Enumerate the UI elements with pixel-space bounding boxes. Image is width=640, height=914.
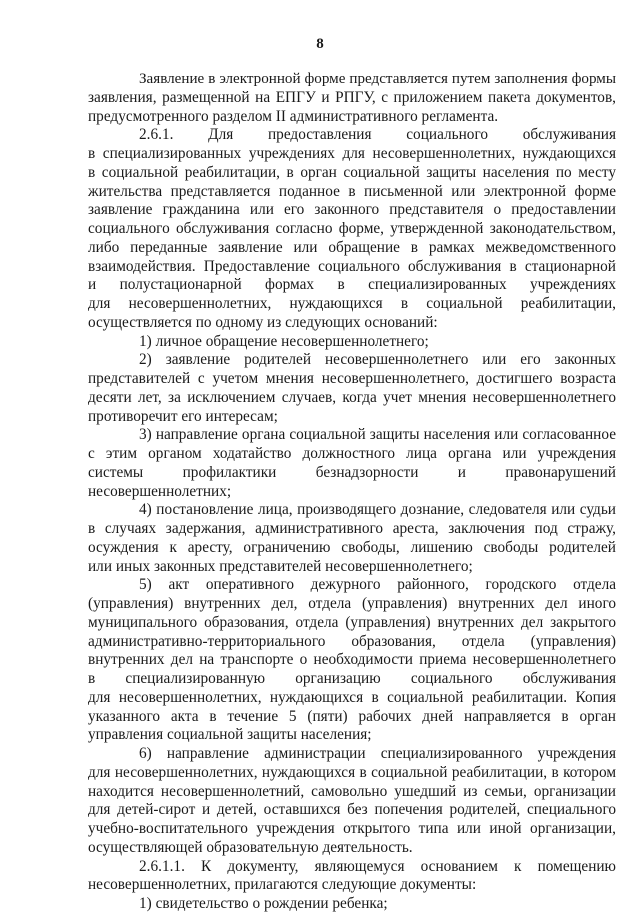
text-line: 2) заявление родителей несовершеннолетнего или его законных xyxy=(139,351,616,369)
text-line: в специализированных учреждениях для несовершеннолетних, нуждающихся xyxy=(88,145,616,162)
text-line: для несовершеннолетних, нуждающихся в социальной реабилитации, xyxy=(88,295,616,312)
text-line: 1) личное обращение несовершеннолетнего; xyxy=(139,332,429,350)
text-line: 2.6.1. Для предоставления социального обслуживания xyxy=(139,126,616,144)
text-line: осуждения к аресту, ограничению свободы, лишению свободы родителей xyxy=(88,538,616,556)
text-line: в случаях задержания, административного ареста, заключения под стражу, xyxy=(88,520,616,537)
text-line: противоречит его интересам; xyxy=(88,407,278,425)
text-line: 2.6.1.1. К документу, являющемуся основанием к помещению xyxy=(139,857,616,875)
text-line: Заявление в электронной форме представляется путем заполнения формы xyxy=(139,71,616,87)
text-line: 5) акт оперативного дежурного районного, городского отдела xyxy=(139,576,616,594)
text-line: предусмотренного разделом II административного регламента. xyxy=(88,107,499,125)
text-line: либо переданные заявление или обращение в рамках межведомственного xyxy=(88,238,616,256)
text-line: муниципального образования, отдела (управления) внутренних дел закрытого xyxy=(88,613,616,631)
text-line: десяти лет, за исключением случаев, когда учет мнения несовершеннолетнего xyxy=(88,388,616,406)
text-line: заявления, размещенной на ЕПГУ и РПГУ, с приложением пакета документов, xyxy=(88,88,616,106)
page-number: 8 xyxy=(316,36,324,52)
text-line: находится несовершеннолетний, самовольно ушедший из семьи, организации xyxy=(88,782,616,800)
text-line: или иных законных представителей несовершеннолетнего; xyxy=(88,557,473,575)
text-line: 6) направление администрации специализированного учреждения xyxy=(139,745,616,762)
text-line: административно-территориального образования, отдела (управления) xyxy=(88,632,616,650)
text-line: учебно-воспитательного учреждения открытого типа или иной организации, xyxy=(88,820,616,837)
text-line: взаимодействия. Предоставление социального обслуживания в стационарной xyxy=(88,257,616,275)
text-line: 4) постановление лица, производящего дознание, следователя или судьи xyxy=(139,501,616,519)
text-line: представителей с учетом мнения несовершеннолетнего, достигшего возраста xyxy=(88,370,616,387)
text-line: для несовершеннолетних, нуждающихся в социальной реабилитации, в котором xyxy=(88,763,616,781)
text-line: несовершеннолетних; xyxy=(88,482,232,500)
text-line: в социальной реабилитации, в орган социальной защиты населения по месту xyxy=(88,163,616,181)
text-line: системы профилактики безнадзорности и правонарушений xyxy=(88,463,616,481)
text-line: управления социальной защиты населения; xyxy=(88,726,372,744)
text-line: указанного акта в течение 5 (пяти) рабочих дней направляется в орган xyxy=(88,707,616,725)
text-line: внутренних дел на транспорте о необходимости приема несовершеннолетнего xyxy=(88,651,616,669)
text-line: несовершеннолетних, прилагаются следующие документы: xyxy=(88,876,477,894)
text-line: с этим органом ходатайство должностного лица органа или учреждения xyxy=(88,445,616,462)
text-line: для детей-сирот и детей, оставшихся без попечения родителей, специального xyxy=(88,801,616,819)
text-line: заявление гражданина или его законного представителя о предоставлении xyxy=(88,201,616,219)
text-line: жительства представляется поданное в письменной или электронной форме xyxy=(88,182,616,200)
text-line: (управления) внутренних дел, отдела (управления) внутренних дел иного xyxy=(88,595,616,612)
text-line: осуществляется по одному из следующих оснований: xyxy=(88,313,438,331)
text-line: и полустационарной формах в специализированных учреждениях xyxy=(88,276,616,294)
text-line: социального обслуживания согласно форме, утвержденной законодательством, xyxy=(88,220,616,237)
text-line: осуществляющей образовательную деятельность. xyxy=(88,838,413,856)
document-body xyxy=(88,70,616,914)
text-line: 3) направление органа социальной защиты населения или согласованное xyxy=(139,426,616,444)
text-line: для несовершеннолетних, нуждающихся в социальной реабилитации. Копия xyxy=(88,688,616,706)
text-line: в специализированную организацию социального обслуживания xyxy=(88,670,616,687)
text-line: 1) свидетельство о рождении ребенка; xyxy=(139,895,388,912)
